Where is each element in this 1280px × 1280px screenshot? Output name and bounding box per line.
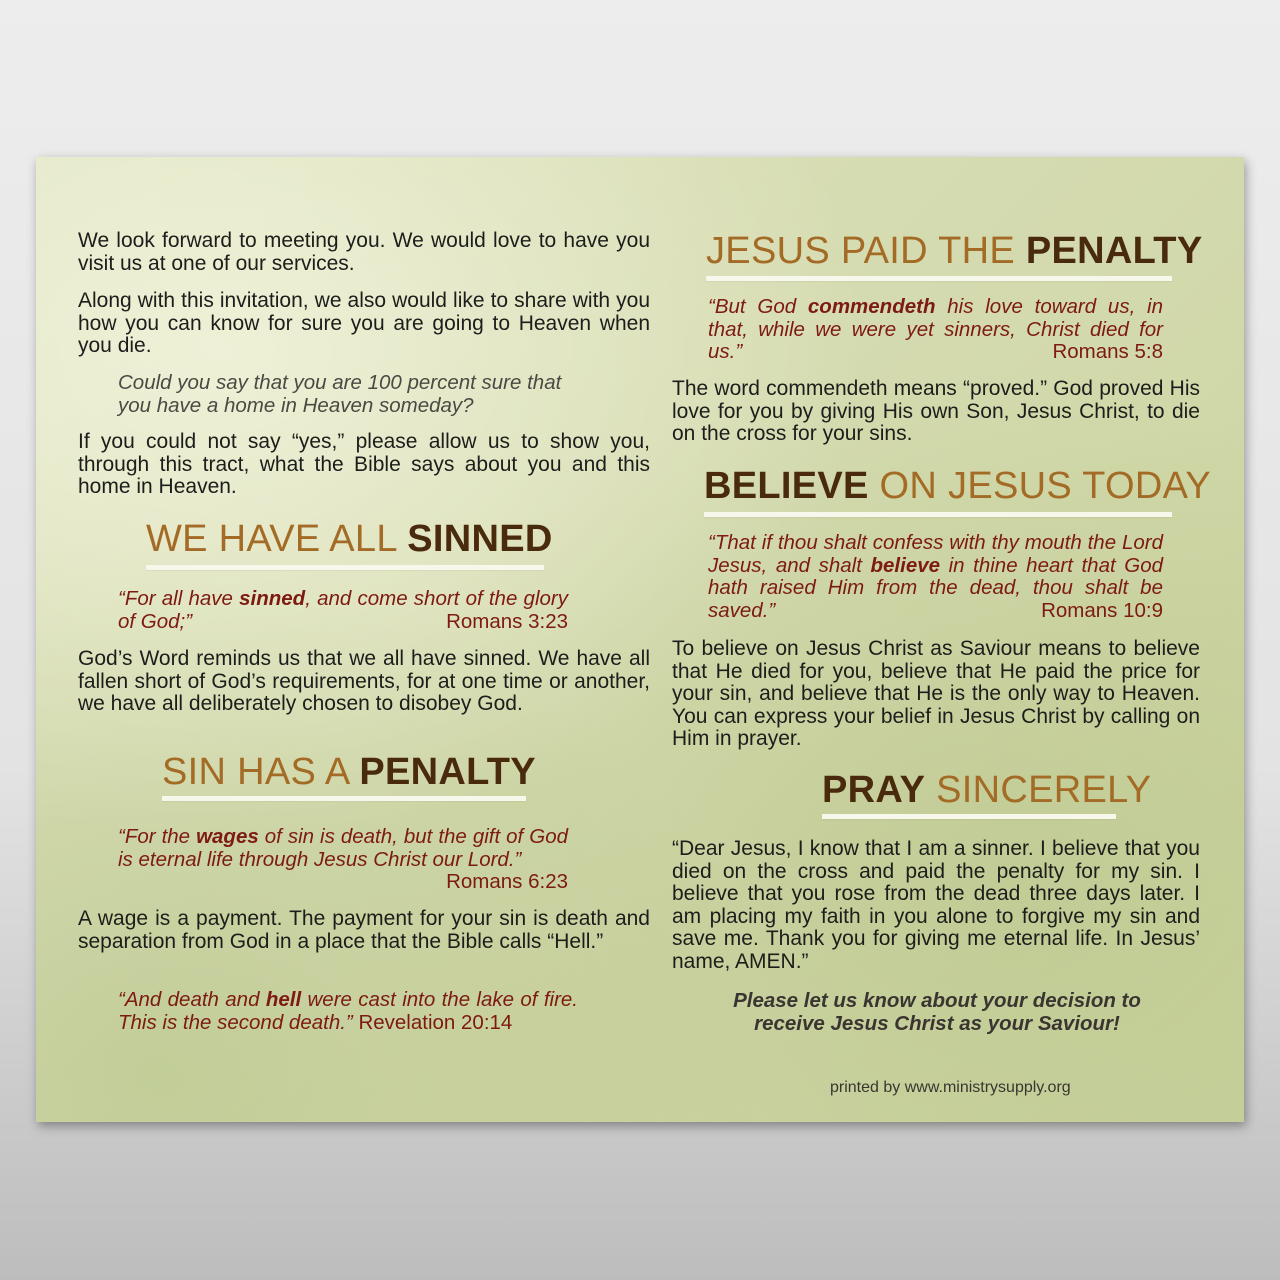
heading-we-have-all-sinned: WE HAVE ALL SINNED	[146, 518, 553, 560]
decision-call-to-action: Please let us know about your decision to receive Jesus Christ as your Saviour!	[733, 989, 1141, 1035]
verse-reference: Romans 3:23	[446, 609, 568, 633]
verse-romans-3-23: “For all have sinned, and come short of the glory of God;” Romans 3:23	[118, 587, 568, 633]
verse-romans-10-9: “That if thou shalt confess with thy mouth the Lord Jesus, and shalt believe in thine heart that God hath raised Him from the dead, thou shalt be saved.” Romans 10:9	[708, 531, 1163, 622]
section1-body: God’s Word reminds us that we all have sinned. We have all fallen short of God’s requirements, for at one time or another, we have all deliberately chosen to disobey God.	[78, 647, 650, 716]
verse-reference: Romans 10:9	[1041, 598, 1163, 622]
heading-believe-on-jesus-today: BELIEVE ON JESUS TODAY	[704, 465, 1212, 507]
heading-sin-has-a-penalty: SIN HAS A PENALTY	[162, 751, 536, 793]
heading-rule	[706, 276, 1172, 281]
section3-body: The word commendeth means “proved.” God proved His love for you by giving His own Son, Jesus Christ, to die on the cross for your sins.	[672, 377, 1200, 446]
intro-paragraph-1: We look forward to meeting you. We would love to have you visit us at one of our services.	[78, 229, 650, 275]
section4-body: To believe on Jesus Christ as Saviour means to believe that He died for you, believe that He paid the price for your sin, and believe that He is the only way to Heaven. You can express your belief in Jesus Christ by calling on Him in prayer.	[672, 637, 1200, 751]
printed-by-credit: printed by www.ministrysupply.org	[830, 1079, 1071, 1096]
intro-paragraph-3: If you could not say “yes,” please allow us to show you, through this tract, what the Bible says about you and this home in Heaven.	[78, 430, 650, 499]
heading-pray-sincerely: PRAY SINCERELY	[822, 769, 1152, 811]
intro-question: Could you say that you are 100 percent sure that you have a home in Heaven someday?	[118, 371, 562, 417]
verse-romans-5-8: “But God commendeth his love toward us, in that, while we were yet sinners, Christ died for us.” Romans 5:8	[708, 295, 1163, 364]
intro-paragraph-2: Along with this invitation, we also would like to share with you how you can know for sure you are going to Heaven when you die.	[78, 289, 650, 358]
heading-rule	[822, 814, 1116, 819]
verse-reference: Romans 6:23	[446, 870, 568, 894]
section2-body: A wage is a payment. The payment for your sin is death and separation from God in a place that the Bible calls “Hell.”	[78, 907, 650, 953]
heading-rule	[704, 512, 1172, 517]
verse-reference: Revelation 20:14	[358, 1010, 513, 1034]
verse-romans-6-23: “For the wages of sin is death, but the gift of God is eternal life through Jesus Christ our Lord.” Romans 6:23	[118, 825, 568, 894]
heading-jesus-paid-the-penalty: JESUS PAID THE PENALTY	[706, 230, 1203, 272]
verse-reference: Romans 5:8	[1052, 340, 1163, 364]
heading-rule	[146, 565, 544, 570]
prayer-text: “Dear Jesus, I know that I am a sinner. I believe that you died on the cross and paid the penalty for my sin. I believe that you rose from the dead three days later. I am placing my faith in you alone to forgive my sin and save me. Thank you for giving me eternal life. In Jesus’ name, AMEN.”	[672, 837, 1200, 973]
heading-rule	[162, 796, 526, 801]
verse-revelation-20-14: “And death and hell were cast into the lake of fire. This is the second death.” Revelation 20:14	[118, 988, 578, 1034]
tract-page	[36, 157, 1244, 1122]
